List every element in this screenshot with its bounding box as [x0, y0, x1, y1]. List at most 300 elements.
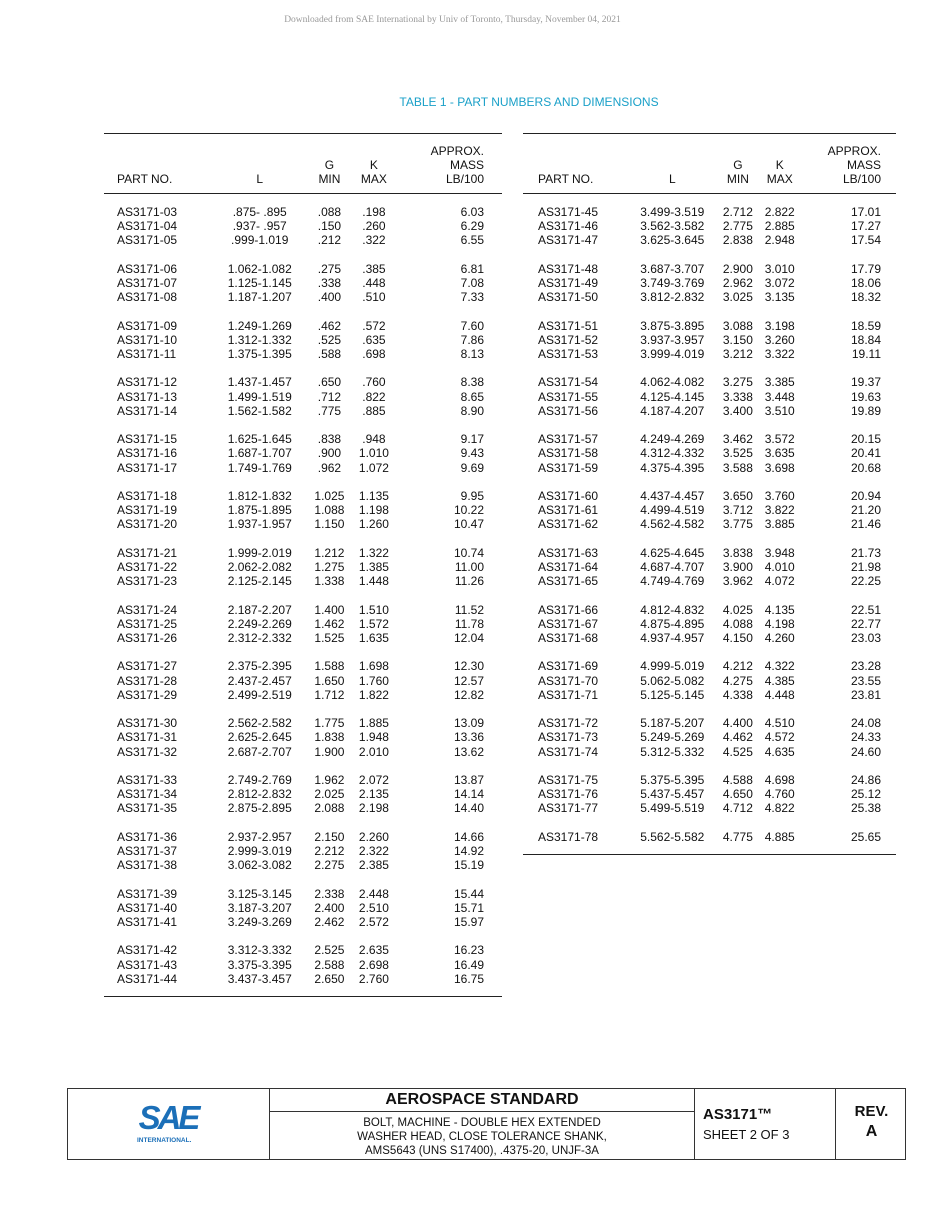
table-row [104, 461, 502, 475]
part-number-cell: AS3171-52 [538, 332, 599, 347]
k-max-cell: 3.385 [764, 375, 795, 390]
k-max-cell: 2.135 [358, 787, 389, 802]
g-min-cell: 4.150 [722, 630, 753, 645]
k-max-cell: 4.072 [764, 574, 795, 589]
table-row [523, 816, 896, 855]
header-g-min: MIN [318, 172, 341, 186]
k-max-cell: 3.698 [764, 460, 795, 475]
part-number-cell: AS3171-13 [117, 389, 178, 404]
length-cell: 3.249-3.269 [227, 914, 292, 929]
part-number-cell: AS3171-15 [117, 432, 178, 447]
header-k [352, 134, 397, 194]
mass-cell: 10.22 [453, 503, 484, 518]
table-row [104, 958, 502, 972]
part-number-cell: AS3171-54 [538, 375, 599, 390]
length-cell: 2.875-2.895 [227, 801, 292, 816]
mass-cell: 18.06 [850, 276, 881, 290]
mass-cell: 14.92 [453, 843, 484, 858]
mass-cell: 7.60 [460, 318, 484, 333]
length-cell: 5.562-5.582 [640, 829, 705, 844]
part-number-cell: AS3171-50 [538, 290, 599, 305]
g-min-cell: 3.650 [722, 488, 753, 503]
part-number-cell: AS3171-22 [117, 559, 178, 574]
k-max-cell: 1.510 [358, 602, 389, 617]
k-max-cell: 3.760 [764, 488, 795, 503]
header-mass-approx: APPROX. [827, 144, 881, 158]
table-row [523, 560, 896, 574]
part-number-cell: AS3171-67 [538, 616, 599, 631]
g-min-cell: 3.150 [722, 332, 753, 347]
table-row [104, 801, 502, 815]
mass-cell: 14.14 [453, 787, 484, 802]
length-cell: 3.625-3.645 [640, 233, 705, 248]
g-min-cell: 2.650 [314, 971, 345, 986]
length-cell: 5.499-5.519 [640, 801, 705, 816]
length-cell: 5.062-5.082 [640, 673, 705, 688]
g-min-cell: .962 [317, 460, 342, 475]
logo-cell [68, 1089, 270, 1159]
g-min-cell: 3.838 [722, 545, 753, 560]
length-cell: 2.999-3.019 [227, 843, 292, 858]
g-min-cell: 3.025 [722, 290, 753, 305]
mass-cell: 18.32 [850, 290, 881, 305]
table-row [523, 759, 896, 787]
part-number-cell: AS3171-10 [117, 332, 178, 347]
part-number-cell: AS3171-71 [538, 687, 599, 702]
header-mass-approx: APPROX. [430, 144, 484, 158]
k-max-cell: 2.822 [764, 205, 795, 219]
length-cell: .999-1.019 [231, 233, 289, 248]
g-min-cell: 1.275 [314, 559, 345, 574]
length-cell: 1.062-1.082 [227, 261, 292, 276]
k-max-cell: 3.510 [764, 403, 795, 418]
header-k [759, 134, 801, 194]
g-min-cell: 3.338 [722, 389, 753, 404]
table-row [104, 304, 502, 332]
table-row [104, 390, 502, 404]
mass-cell: 25.38 [850, 801, 881, 816]
k-max-cell: .635 [362, 332, 386, 347]
length-cell: 2.062-2.082 [227, 559, 292, 574]
table-row [523, 233, 896, 247]
table-row [523, 290, 896, 304]
table-row [523, 631, 896, 645]
mass-cell: 24.08 [850, 716, 881, 731]
part-number-cell: AS3171-19 [117, 503, 178, 518]
length-cell: 1.312-1.332 [227, 332, 292, 347]
mass-cell: 25.12 [850, 787, 881, 802]
g-min-cell: .838 [317, 432, 342, 447]
g-min-cell: 2.150 [314, 829, 345, 844]
length-cell: 2.125-2.145 [227, 574, 292, 589]
length-cell: 5.312-5.332 [640, 744, 705, 759]
g-min-cell: .338 [317, 276, 342, 290]
k-max-cell: 4.322 [764, 659, 795, 674]
mass-cell: 8.38 [460, 375, 484, 390]
length-cell: 4.625-4.645 [640, 545, 705, 560]
g-min-cell: 4.338 [722, 687, 753, 702]
table-body-left [104, 194, 502, 997]
k-max-cell: .885 [362, 403, 386, 418]
part-number-cell: AS3171-08 [117, 290, 178, 305]
table-header-row [523, 134, 896, 194]
length-cell: .937- .957 [232, 219, 287, 234]
length-cell: 3.499-3.519 [640, 205, 705, 219]
part-number-cell: AS3171-61 [538, 503, 599, 518]
table-row [523, 588, 896, 616]
length-cell: 2.187-2.207 [227, 602, 292, 617]
mass-cell: 21.73 [850, 545, 881, 560]
length-cell: 3.312-3.332 [227, 943, 292, 958]
length-cell: 1.812-1.832 [227, 488, 292, 503]
g-min-cell: 1.462 [314, 616, 345, 631]
k-max-cell: 1.322 [358, 545, 389, 560]
g-min-cell: .088 [317, 205, 342, 219]
mass-cell: 10.74 [453, 545, 484, 560]
mass-cell: 12.04 [453, 630, 484, 645]
g-min-cell: 4.212 [722, 659, 753, 674]
length-cell: 3.875-3.895 [640, 318, 705, 333]
k-max-cell: 2.198 [358, 801, 389, 816]
g-min-cell: 2.025 [314, 787, 345, 802]
length-cell: 1.375-1.395 [227, 347, 292, 361]
k-max-cell: 3.260 [764, 332, 795, 347]
table-row [104, 588, 502, 616]
length-cell: 1.999-2.019 [227, 545, 292, 560]
mass-cell: 7.86 [460, 332, 484, 347]
g-min-cell: 3.462 [722, 432, 753, 447]
g-min-cell: .775 [317, 403, 342, 418]
part-number-cell: AS3171-59 [538, 460, 599, 475]
table-row [523, 645, 896, 673]
g-min-cell: 3.775 [722, 517, 753, 532]
table-row [523, 248, 896, 276]
k-max-cell: 4.135 [764, 602, 795, 617]
k-max-cell: 3.072 [764, 276, 795, 290]
mass-cell: 23.81 [850, 687, 881, 702]
logo-text: SAE [138, 1099, 198, 1136]
g-min-cell: 2.212 [314, 843, 345, 858]
length-cell: 3.812-2.832 [640, 290, 705, 305]
mass-cell: 19.11 [851, 347, 881, 361]
table-header-row [104, 134, 502, 194]
g-min-cell: .462 [317, 318, 342, 333]
part-number-cell: AS3171-48 [538, 261, 599, 276]
table-row [523, 503, 896, 517]
table-row [523, 418, 896, 446]
description-line-2: WASHER HEAD, CLOSE TOLERANCE SHANK, [357, 1131, 607, 1143]
length-cell: 1.625-1.645 [227, 432, 292, 447]
k-max-cell: 2.322 [358, 843, 389, 858]
table-row [104, 787, 502, 801]
header-mass [396, 134, 502, 194]
length-cell: 3.999-4.019 [640, 347, 705, 361]
g-min-cell: 2.900 [722, 261, 753, 276]
mass-cell: 23.28 [850, 659, 881, 674]
k-max-cell: 4.822 [764, 801, 795, 816]
mass-cell: 21.98 [850, 559, 881, 574]
mass-cell: 9.43 [460, 446, 484, 461]
mass-cell: 9.17 [460, 432, 484, 447]
length-cell: 1.937-1.957 [227, 517, 292, 532]
header-mass [801, 134, 896, 194]
table-row [104, 404, 502, 418]
table-row [104, 517, 502, 531]
length-cell: 5.437-5.457 [640, 787, 705, 802]
length-cell: 2.937-2.957 [227, 829, 292, 844]
part-number-cell: AS3171-57 [538, 432, 599, 447]
length-cell: 4.749-4.769 [640, 574, 705, 589]
k-max-cell: 4.260 [764, 630, 795, 645]
k-max-cell: 1.385 [358, 559, 389, 574]
k-max-cell: .698 [362, 347, 386, 361]
mass-cell: 16.75 [453, 971, 484, 986]
header-g [307, 134, 352, 194]
part-number-cell: AS3171-77 [538, 801, 599, 816]
header-mass-label: MASS [449, 158, 484, 172]
g-min-cell: 3.400 [722, 403, 753, 418]
g-min-cell: 2.400 [314, 900, 345, 915]
part-number-cell: AS3171-06 [117, 261, 178, 276]
length-cell: 3.187-3.207 [227, 900, 292, 915]
part-number-cell: AS3171-60 [538, 488, 599, 503]
mass-cell: 12.82 [453, 687, 484, 702]
table-row [104, 219, 502, 233]
g-min-cell: 4.650 [722, 787, 753, 802]
table-row [523, 730, 896, 744]
table-row [104, 574, 502, 588]
mass-cell: 11.78 [454, 616, 484, 631]
length-cell: 1.499-1.519 [227, 389, 292, 404]
header-k-label: K [369, 158, 378, 172]
table-row [104, 844, 502, 858]
length-cell: 2.249-2.269 [227, 616, 292, 631]
mass-cell: 20.94 [850, 488, 881, 503]
table-row [523, 688, 896, 702]
mass-cell: 19.89 [850, 403, 881, 418]
table-row [523, 333, 896, 347]
g-min-cell: .400 [317, 290, 342, 305]
table-row [523, 801, 896, 815]
table-row [104, 446, 502, 460]
part-number-cell: AS3171-03 [117, 205, 178, 219]
length-cell: 4.062-4.082 [640, 375, 705, 390]
table-row [104, 929, 502, 957]
g-min-cell: 1.088 [314, 503, 345, 518]
part-number-cell: AS3171-34 [117, 787, 178, 802]
part-number-cell: AS3171-46 [538, 219, 599, 234]
table-row [523, 219, 896, 233]
download-note: Downloaded from SAE International by Univ of Toronto, Thursday, November 04, 2021 [284, 15, 621, 25]
length-cell: 4.375-4.395 [640, 460, 705, 475]
g-min-cell: 2.525 [314, 943, 345, 958]
table-row [104, 560, 502, 574]
g-min-cell: 1.650 [314, 673, 345, 688]
part-number-cell: AS3171-36 [117, 829, 178, 844]
g-min-cell: 4.275 [722, 673, 753, 688]
g-min-cell: 4.588 [722, 772, 753, 787]
mass-cell: 7.33 [460, 290, 484, 305]
g-min-cell: 2.462 [314, 914, 345, 929]
k-max-cell: 2.948 [764, 233, 795, 248]
g-min-cell: 3.525 [722, 446, 753, 461]
g-min-cell: 1.525 [314, 630, 345, 645]
length-cell: 4.687-4.707 [640, 559, 705, 574]
g-min-cell: 3.088 [722, 318, 753, 333]
k-max-cell: 2.072 [358, 772, 389, 787]
length-cell: 1.187-1.207 [227, 290, 292, 305]
sheet-number: SHEET 2 OF 3 [703, 1127, 790, 1142]
k-max-cell: 1.698 [358, 659, 389, 674]
mass-cell: 7.08 [460, 276, 484, 290]
table-row [104, 347, 502, 361]
mass-cell: 6.29 [460, 219, 484, 234]
length-cell: 4.812-4.832 [640, 602, 705, 617]
length-cell: 4.187-4.207 [640, 403, 705, 418]
table-title: TABLE 1 - PART NUMBERS AND DIMENSIONS [399, 95, 659, 109]
part-number-cell: AS3171-68 [538, 630, 599, 645]
g-min-cell: 4.025 [722, 602, 753, 617]
mass-cell: 24.33 [850, 730, 881, 745]
table-row [104, 194, 502, 220]
length-cell: 5.187-5.207 [640, 716, 705, 731]
table-row [523, 702, 896, 730]
part-number-cell: AS3171-53 [538, 347, 599, 361]
k-max-cell: 3.885 [764, 517, 795, 532]
part-number-cell: AS3171-63 [538, 545, 599, 560]
title-block [67, 1088, 906, 1160]
mass-cell: 24.86 [850, 772, 881, 787]
header-mass-unit: LB/100 [445, 172, 484, 186]
mass-cell: 14.66 [453, 829, 484, 844]
g-min-cell: 4.712 [722, 801, 753, 816]
length-cell: 3.437-3.457 [227, 971, 292, 986]
g-min-cell: 4.088 [722, 616, 753, 631]
standard-title: AEROSPACE STANDARD [270, 1089, 694, 1112]
length-cell: 2.562-2.582 [227, 716, 292, 731]
k-max-cell: 1.260 [358, 517, 389, 532]
length-cell: 4.125-4.145 [640, 389, 705, 404]
g-min-cell: 1.150 [314, 517, 345, 532]
k-max-cell: 4.448 [764, 687, 795, 702]
g-min-cell: 2.962 [722, 276, 753, 290]
table-row [523, 461, 896, 475]
k-max-cell: 4.572 [764, 730, 795, 745]
table-row [523, 532, 896, 560]
table-row [104, 532, 502, 560]
part-number-cell: AS3171-47 [538, 233, 599, 248]
part-number-cell: AS3171-35 [117, 801, 178, 816]
k-max-cell: 4.760 [764, 787, 795, 802]
part-number-cell: AS3171-30 [117, 716, 178, 731]
mass-cell: 6.81 [460, 261, 484, 276]
length-cell: 1.875-1.895 [227, 503, 292, 518]
mass-cell: 22.25 [850, 574, 881, 589]
mass-cell: 21.46 [850, 517, 881, 532]
length-cell: 4.999-5.019 [640, 659, 705, 674]
mass-cell: 25.65 [850, 829, 881, 844]
mass-cell: 11.26 [454, 574, 484, 589]
g-min-cell: 1.025 [314, 488, 345, 503]
part-number-cell: AS3171-12 [117, 375, 178, 390]
table-row [104, 475, 502, 503]
k-max-cell: 3.135 [764, 290, 795, 305]
mass-cell: 23.03 [850, 630, 881, 645]
g-min-cell: 1.962 [314, 772, 345, 787]
g-min-cell: 4.462 [722, 730, 753, 745]
length-cell: 3.062-3.082 [227, 858, 292, 873]
length-cell: .875- .895 [232, 205, 287, 219]
k-max-cell: 2.698 [358, 957, 389, 972]
g-min-cell: 1.775 [314, 716, 345, 731]
part-number-cell: AS3171-16 [117, 446, 178, 461]
part-number-cell: AS3171-42 [117, 943, 178, 958]
k-max-cell: 4.510 [764, 716, 795, 731]
header-part-no: PART NO. [117, 172, 173, 186]
table-row [104, 418, 502, 446]
table-row [104, 503, 502, 517]
header-mass-label: MASS [846, 158, 881, 172]
k-max-cell: 1.885 [358, 716, 389, 731]
part-number-cell: AS3171-69 [538, 659, 599, 674]
k-max-cell: .510 [362, 290, 386, 305]
g-min-cell: 2.088 [314, 801, 345, 816]
part-number-cell: AS3171-11 [117, 347, 177, 361]
table-row [104, 915, 502, 929]
table-row [104, 248, 502, 276]
revision-label: REV. [854, 1103, 889, 1120]
g-min-cell: 4.525 [722, 744, 753, 759]
table-row [104, 333, 502, 347]
k-max-cell: 2.635 [358, 943, 389, 958]
mass-cell: 21.20 [850, 503, 881, 518]
length-cell: 5.125-5.145 [640, 687, 705, 702]
part-number-cell: AS3171-62 [538, 517, 599, 532]
length-cell: 3.749-3.769 [640, 276, 705, 290]
length-cell: 4.562-4.582 [640, 517, 705, 532]
length-cell: 2.687-2.707 [227, 744, 292, 759]
g-min-cell: .275 [317, 261, 342, 276]
k-max-cell: 3.198 [764, 318, 795, 333]
part-number-cell: AS3171-37 [117, 843, 178, 858]
length-cell: 4.312-4.332 [640, 446, 705, 461]
header-mass-unit: LB/100 [842, 172, 881, 186]
mass-cell: 13.36 [453, 730, 484, 745]
mass-cell: 8.65 [460, 389, 484, 404]
header-part-no: PART NO. [538, 172, 594, 186]
length-cell: 3.375-3.395 [227, 957, 292, 972]
length-cell: 4.937-4.957 [640, 630, 705, 645]
g-min-cell: .588 [317, 347, 342, 361]
k-max-cell: 3.448 [764, 389, 795, 404]
mass-cell: 11.00 [454, 559, 484, 574]
part-number-cell: AS3171-24 [117, 602, 178, 617]
table-row [523, 276, 896, 290]
length-cell: 2.375-2.395 [227, 659, 292, 674]
g-min-cell: 2.338 [314, 886, 345, 901]
length-cell: 3.562-3.582 [640, 219, 705, 234]
table-row [523, 446, 896, 460]
part-number-cell: AS3171-45 [538, 205, 599, 219]
g-min-cell: 1.838 [314, 730, 345, 745]
part-number-cell: AS3171-21 [117, 545, 178, 560]
table-row [523, 787, 896, 801]
mass-cell: 12.57 [453, 673, 484, 688]
k-max-cell: .385 [362, 261, 386, 276]
revision-cell [836, 1089, 907, 1159]
part-number-cell: AS3171-33 [117, 772, 178, 787]
part-number-cell: AS3171-04 [117, 219, 178, 234]
